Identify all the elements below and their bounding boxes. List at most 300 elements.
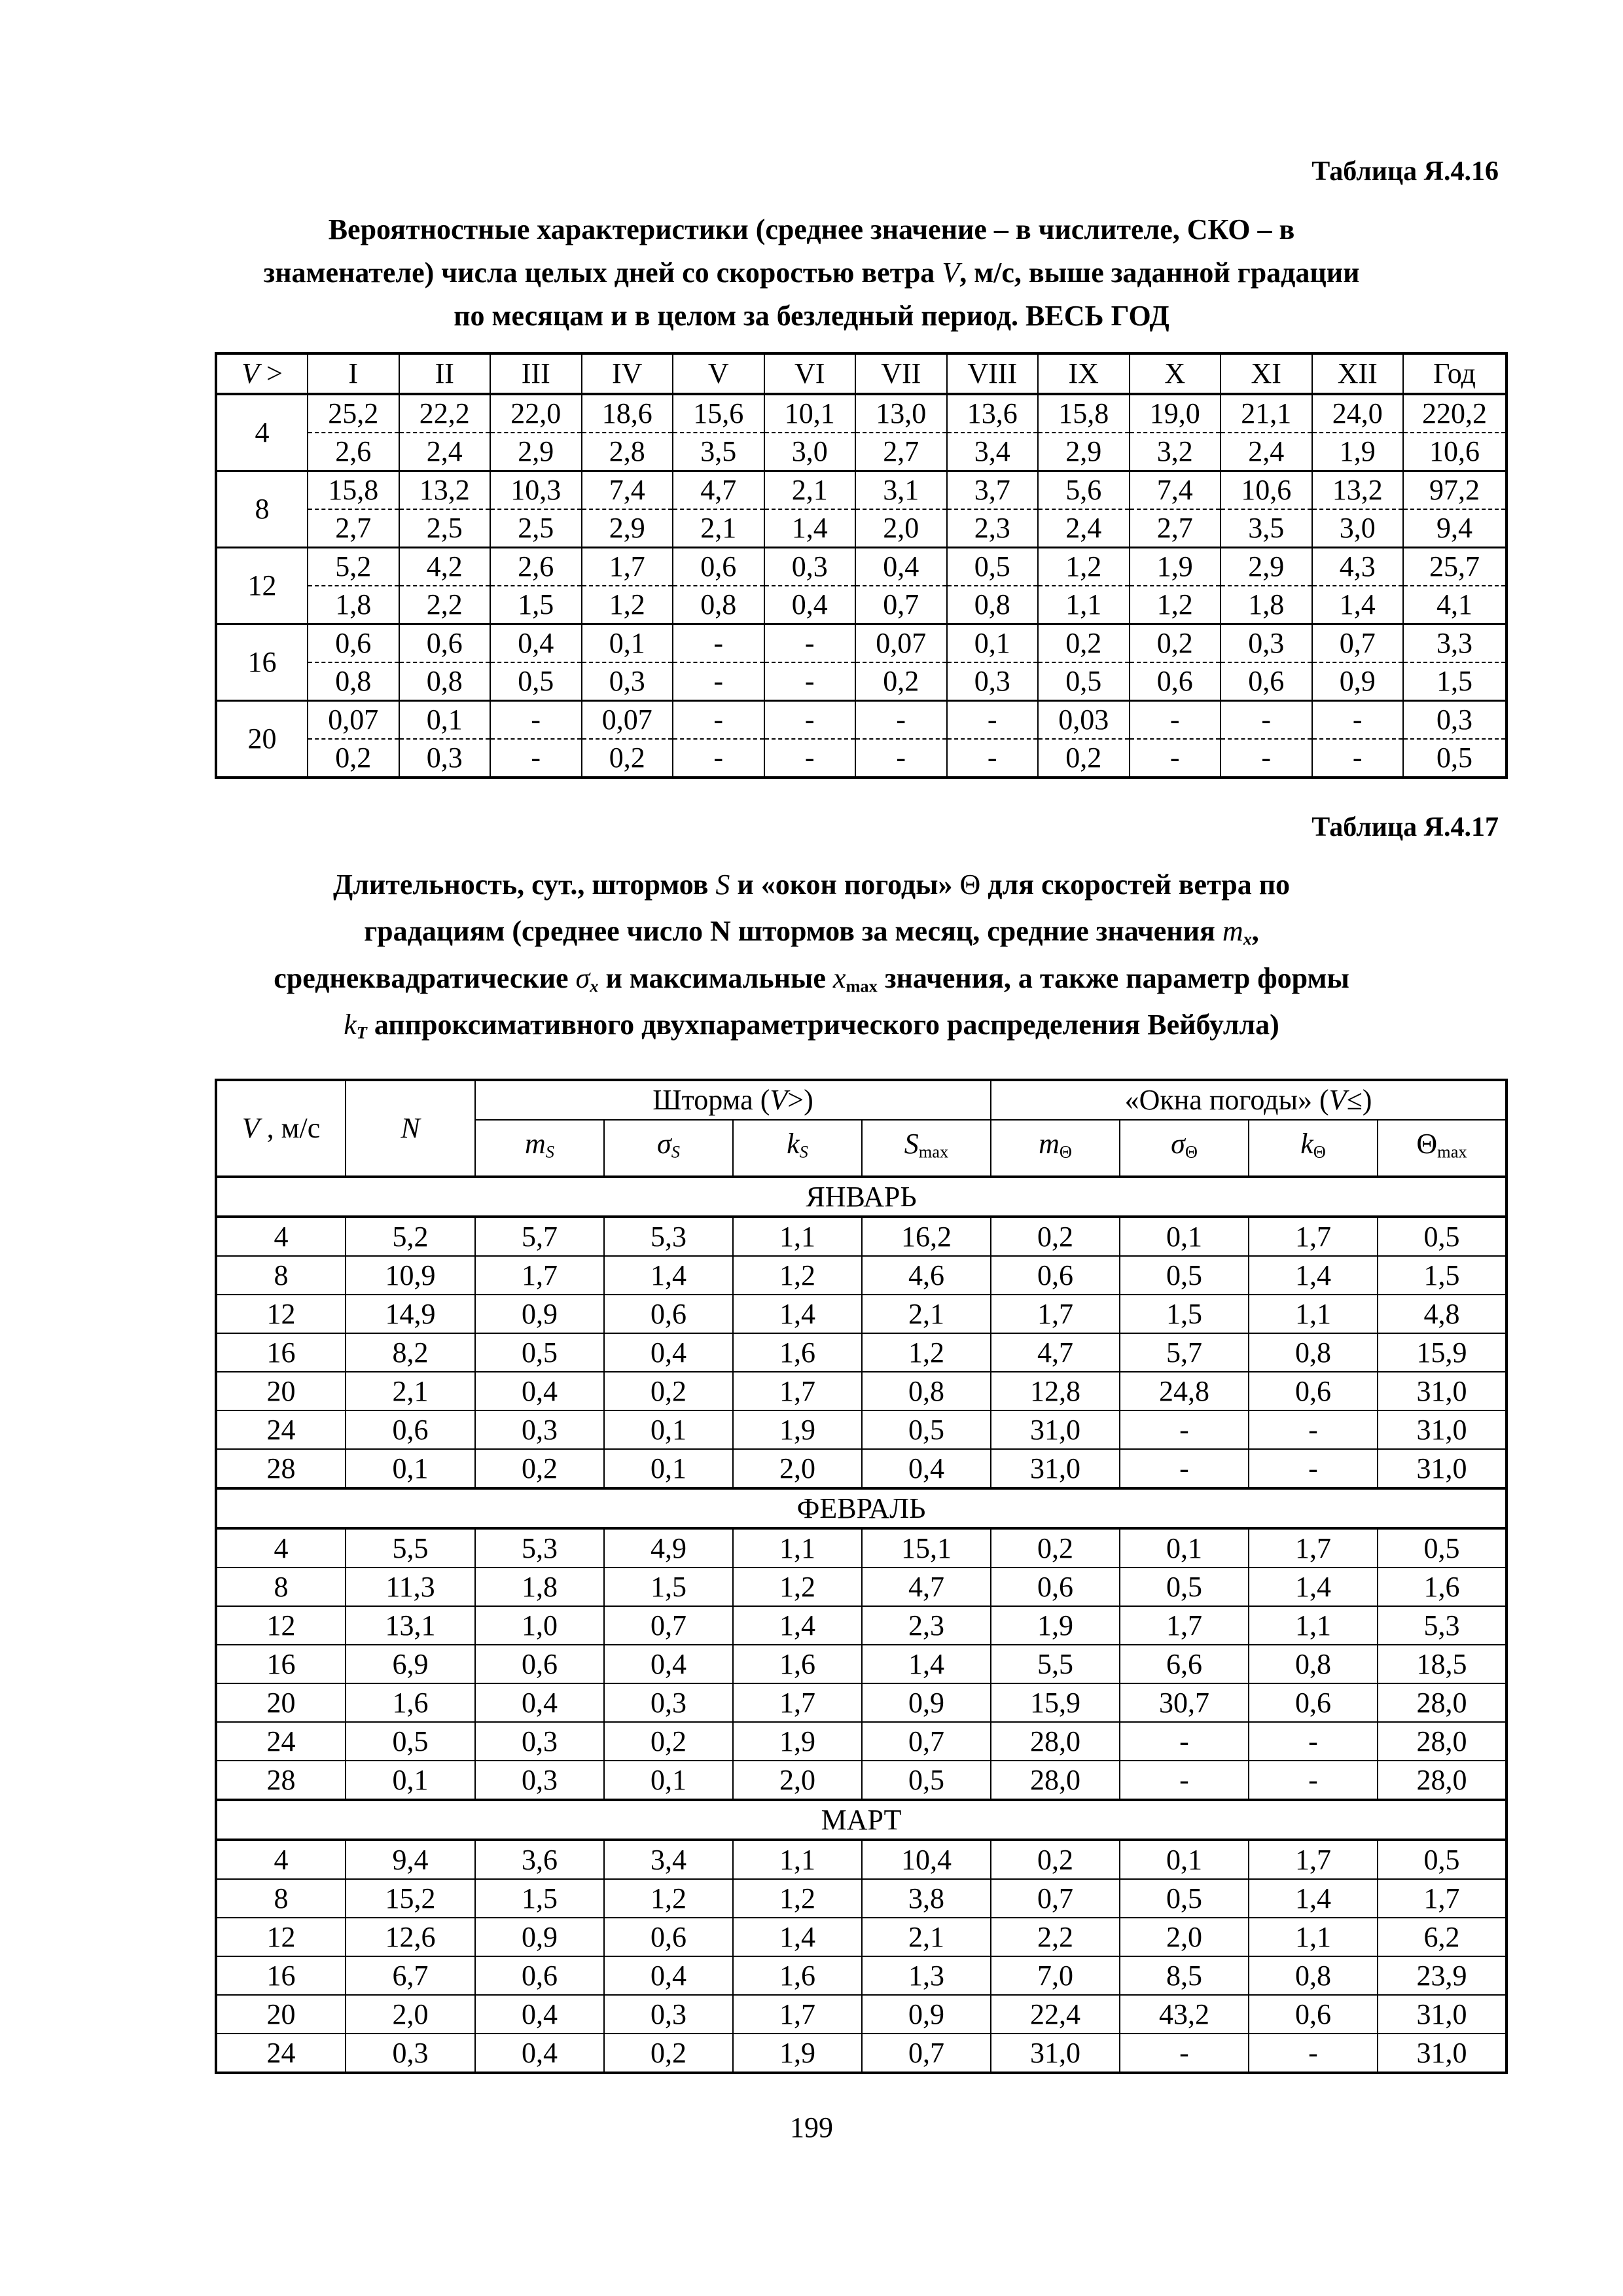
sd-cell: 0,9 (1312, 662, 1404, 701)
subscript-x: x (1243, 929, 1252, 949)
header-col: X (1130, 353, 1221, 394)
subscript-s: S (545, 1141, 554, 1162)
table1-caption-line2 (196, 251, 1427, 295)
sd-cell: 2,0 (855, 509, 947, 548)
sd-cell: 4,1 (1403, 586, 1507, 624)
symbol-k: k (344, 1008, 357, 1041)
sd-cell: 1,4 (1312, 586, 1404, 624)
table-cell: 0,1 (346, 1449, 475, 1488)
symbol-v: V (1329, 1084, 1347, 1116)
mean-cell: 2,9 (1221, 548, 1312, 586)
subscript-theta: Θ (1059, 1141, 1072, 1162)
table-row (216, 1840, 1507, 1879)
subscript-theta: Θ (1185, 1141, 1198, 1162)
sd-cell: 0,5 (1403, 739, 1507, 778)
subscript-s: S (799, 1141, 808, 1162)
table-cell: 28,0 (1378, 1761, 1507, 1800)
table-cell: - (1120, 1761, 1249, 1800)
table-cell: 22,4 (991, 1995, 1120, 2034)
sd-cell: - (673, 739, 764, 778)
v-gradation: 12 (216, 548, 308, 624)
mean-cell: 13,6 (947, 394, 1039, 433)
header-text: > (259, 357, 283, 389)
sd-cell: - (490, 739, 582, 778)
sd-cell: 2,4 (1038, 509, 1130, 548)
table-row (216, 1722, 1507, 1761)
mean-cell: 2,6 (490, 548, 582, 586)
caption-text: градациям (среднее число N штормов за месяц, средние значения (364, 915, 1215, 948)
sd-cell: 3,0 (1312, 509, 1404, 548)
table-cell: 1,6 (346, 1683, 475, 1722)
table-cell: 1,7 (475, 1256, 604, 1295)
sd-cell: 1,4 (764, 509, 856, 548)
month-row (216, 1488, 1507, 1528)
mean-cell: - (1221, 701, 1312, 740)
table-cell: 0,2 (991, 1528, 1120, 1568)
sd-cell: - (673, 662, 764, 701)
table-cell: 1,4 (733, 1918, 862, 1956)
sd-cell: 2,6 (308, 433, 399, 471)
table-cell: 20 (216, 1683, 346, 1722)
table-cell: 0,5 (862, 1410, 991, 1449)
symbol-sigma: σ (1171, 1128, 1185, 1160)
header-storms (475, 1080, 991, 1120)
header-s-max (862, 1120, 991, 1177)
sd-cell: 1,5 (490, 586, 582, 624)
table-cell: 0,2 (604, 2034, 733, 2073)
table-cell: 20 (216, 1372, 346, 1410)
header-text: «Окна погоды» ( (1124, 1084, 1329, 1116)
table2-caption-line1 (196, 861, 1427, 908)
table1 (215, 352, 1508, 779)
sd-cell: 0,2 (855, 662, 947, 701)
mean-cell: 0,3 (764, 548, 856, 586)
mean-cell: 24,0 (1312, 394, 1404, 433)
table-cell: 0,3 (475, 1722, 604, 1761)
header-text: >) (787, 1084, 813, 1116)
sd-cell: 1,2 (582, 586, 673, 624)
mean-cell: - (855, 701, 947, 740)
table-row (216, 1606, 1507, 1645)
sd-cell: 0,8 (308, 662, 399, 701)
table-cell: 16 (216, 1333, 346, 1372)
table-cell: 0,2 (991, 1217, 1120, 1256)
table-cell: 2,0 (733, 1449, 862, 1488)
table-cell: 1,7 (1249, 1217, 1378, 1256)
table-cell: 0,4 (604, 1645, 733, 1683)
table-cell: 28,0 (1378, 1683, 1507, 1722)
table-cell: 1,2 (733, 1568, 862, 1606)
table-cell: 0,9 (475, 1918, 604, 1956)
symbol-m: m (525, 1128, 546, 1160)
table1-caption-line3: по месяцам и в целом за безледный период. ВЕСЬ ГОД (454, 300, 1169, 332)
table-cell: 31,0 (991, 1410, 1120, 1449)
table-row-mean (216, 548, 1507, 586)
table-row (216, 1528, 1507, 1568)
sd-cell: 0,5 (490, 662, 582, 701)
table-cell: 3,6 (475, 1840, 604, 1879)
table-cell: 1,6 (733, 1645, 862, 1683)
table-cell: 0,6 (991, 1256, 1120, 1295)
mean-cell: 0,07 (582, 701, 673, 740)
table-cell: 0,2 (991, 1840, 1120, 1879)
subscript-max: max (846, 976, 878, 996)
table-cell: 0,6 (604, 1295, 733, 1333)
table-cell: 28,0 (991, 1722, 1120, 1761)
sd-cell: 1,9 (1312, 433, 1404, 471)
caption-text: для скоростей ветра по (988, 869, 1291, 901)
table-cell: - (1120, 1410, 1249, 1449)
table-cell: 4 (216, 1840, 346, 1879)
table-cell: 1,5 (1378, 1256, 1507, 1295)
caption-text: Длительность, сут., штормов (332, 869, 709, 901)
table-cell: 1,6 (1378, 1568, 1507, 1606)
symbol-n: N (401, 1111, 420, 1144)
table-cell: 31,0 (1378, 1410, 1507, 1449)
table-row (216, 1217, 1507, 1256)
mean-cell: 2,1 (764, 471, 856, 510)
mean-cell: 7,4 (1130, 471, 1221, 510)
table-row (216, 1568, 1507, 1606)
table-cell: 5,2 (346, 1217, 475, 1256)
table-cell: 0,9 (862, 1995, 991, 2034)
table-cell: 0,4 (475, 2034, 604, 2073)
mean-cell: 13,2 (1312, 471, 1404, 510)
table-cell: 1,4 (862, 1645, 991, 1683)
caption-text: знаменателе) числа целых дней со скоростью ветра (263, 257, 935, 289)
table-cell: 0,5 (1120, 1879, 1249, 1918)
subscript-theta: Θ (1313, 1141, 1326, 1162)
sd-cell: 2,2 (399, 586, 491, 624)
header-col: I (308, 353, 399, 394)
table-cell: 2,1 (862, 1295, 991, 1333)
sd-cell: 2,5 (490, 509, 582, 548)
table-cell: - (1249, 2034, 1378, 2073)
table-cell: 0,7 (862, 1722, 991, 1761)
table-cell: 12,8 (991, 1372, 1120, 1410)
table-row-mean (216, 394, 1507, 433)
table-cell: 28 (216, 1449, 346, 1488)
caption-text: аппроксимативного двухпараметрического распределения Вейбулла) (374, 1008, 1279, 1041)
mean-cell: - (673, 624, 764, 663)
mean-cell: 0,1 (582, 624, 673, 663)
header-v (216, 353, 308, 394)
table-cell: 2,0 (346, 1995, 475, 2034)
table-cell: 8 (216, 1879, 346, 1918)
header-m-theta (991, 1120, 1120, 1177)
table-cell: - (1249, 1761, 1378, 1800)
mean-cell: 15,8 (1038, 394, 1130, 433)
mean-cell: - (764, 701, 856, 740)
table-cell: 1,5 (475, 1879, 604, 1918)
table-cell: 0,5 (1378, 1840, 1507, 1879)
month-name: МАРТ (216, 1800, 1507, 1840)
table-cell: 14,9 (346, 1295, 475, 1333)
table-cell: 5,3 (604, 1217, 733, 1256)
table-cell: 12 (216, 1918, 346, 1956)
mean-cell: 0,2 (1130, 624, 1221, 663)
mean-cell: 13,2 (399, 471, 491, 510)
mean-cell: 0,4 (490, 624, 582, 663)
sd-cell: 0,6 (1221, 662, 1312, 701)
header-col: XII (1312, 353, 1404, 394)
table-cell: 0,5 (1378, 1217, 1507, 1256)
sd-cell: 0,8 (673, 586, 764, 624)
table-cell: 8 (216, 1256, 346, 1295)
table-cell: 1,9 (733, 2034, 862, 2073)
table-cell: 0,5 (862, 1761, 991, 1800)
mean-cell: 22,0 (490, 394, 582, 433)
mean-cell: 0,07 (308, 701, 399, 740)
v-gradation: 4 (216, 394, 308, 471)
table1-header-row (216, 353, 1507, 394)
mean-cell: 5,6 (1038, 471, 1130, 510)
mean-cell: - (764, 624, 856, 663)
table-cell: 15,2 (346, 1879, 475, 1918)
mean-cell: 1,2 (1038, 548, 1130, 586)
sd-cell: 1,8 (1221, 586, 1312, 624)
caption-text: и максимальные (605, 961, 826, 994)
table2-header-row1 (216, 1080, 1507, 1120)
mean-cell: 1,9 (1130, 548, 1221, 586)
mean-cell: 25,7 (1403, 548, 1507, 586)
mean-cell: 0,5 (947, 548, 1039, 586)
table-cell: 1,4 (1249, 1568, 1378, 1606)
table-cell: 1,4 (733, 1295, 862, 1333)
table-cell: 1,7 (1120, 1606, 1249, 1645)
sd-cell: 0,8 (399, 662, 491, 701)
table-cell: 5,7 (1120, 1333, 1249, 1372)
table-cell: 1,9 (991, 1606, 1120, 1645)
table-cell: 1,7 (733, 1995, 862, 2034)
header-col: V (673, 353, 764, 394)
sd-cell: 1,8 (308, 586, 399, 624)
table-cell: 1,9 (733, 1722, 862, 1761)
table2 (215, 1079, 1508, 2074)
mean-cell: 15,6 (673, 394, 764, 433)
table-cell: 16,2 (862, 1217, 991, 1256)
table2-caption-line3 (196, 955, 1427, 1001)
table-cell: 0,4 (862, 1449, 991, 1488)
header-n (346, 1080, 475, 1177)
header-col: VI (764, 353, 856, 394)
table-row (216, 1879, 1507, 1918)
table-cell: 4,6 (862, 1256, 991, 1295)
table-cell: 12,6 (346, 1918, 475, 1956)
table-row (216, 1995, 1507, 2034)
table-cell: 0,3 (475, 1410, 604, 1449)
mean-cell: 7,4 (582, 471, 673, 510)
mean-cell: 0,3 (1403, 701, 1507, 740)
mean-cell: 4,2 (399, 548, 491, 586)
table-cell: 1,6 (733, 1333, 862, 1372)
table-cell: 30,7 (1120, 1683, 1249, 1722)
table-cell: 0,5 (1120, 1568, 1249, 1606)
mean-cell: - (1312, 701, 1404, 740)
table2-caption (196, 861, 1427, 1048)
table-cell: 5,3 (1378, 1606, 1507, 1645)
sd-cell: 1,2 (1130, 586, 1221, 624)
symbol-s: S (715, 869, 730, 901)
table-cell: 1,2 (733, 1256, 862, 1295)
mean-cell: 1,7 (582, 548, 673, 586)
table-cell: 0,4 (475, 1683, 604, 1722)
table-row (216, 1449, 1507, 1488)
table-cell: 1,7 (733, 1683, 862, 1722)
sd-cell: 0,2 (308, 739, 399, 778)
table-cell: - (1249, 1722, 1378, 1761)
table-cell: 0,8 (1249, 1333, 1378, 1372)
mean-cell: 0,6 (399, 624, 491, 663)
sd-cell: 0,3 (947, 662, 1039, 701)
table-cell: 1,1 (1249, 1606, 1378, 1645)
caption-text: , м/с, выше заданной градации (959, 257, 1360, 289)
table-row-sd (216, 586, 1507, 624)
mean-cell: - (947, 701, 1039, 740)
sd-cell: 2,9 (1038, 433, 1130, 471)
table-cell: 1,9 (733, 1410, 862, 1449)
table1-caption-line1: Вероятностные характеристики (среднее значение – в числителе, СКО – в (328, 213, 1295, 245)
sd-cell: 1,1 (1038, 586, 1130, 624)
table-cell: 1,5 (604, 1568, 733, 1606)
header-sigma-s (604, 1120, 733, 1177)
sd-cell: 2,7 (308, 509, 399, 548)
header-k-theta (1249, 1120, 1378, 1177)
mean-cell: 0,03 (1038, 701, 1130, 740)
table-cell: 6,7 (346, 1956, 475, 1995)
sd-cell: 0,3 (582, 662, 673, 701)
table-cell: 1,1 (1249, 1295, 1378, 1333)
table-cell: 0,3 (604, 1995, 733, 2034)
table-row-sd (216, 739, 1507, 778)
table-cell: 31,0 (1378, 1372, 1507, 1410)
table-cell: 0,7 (862, 2034, 991, 2073)
header-col: IV (582, 353, 673, 394)
table-cell: 0,2 (604, 1722, 733, 1761)
table-cell: 12 (216, 1295, 346, 1333)
table-row (216, 1295, 1507, 1333)
table-cell: 4 (216, 1217, 346, 1256)
table-cell: 18,5 (1378, 1645, 1507, 1683)
table-cell: 1,0 (475, 1606, 604, 1645)
header-k-s (733, 1120, 862, 1177)
sd-cell: 2,7 (855, 433, 947, 471)
table-cell: 31,0 (1378, 1449, 1507, 1488)
mean-cell: - (1130, 701, 1221, 740)
table-cell: 2,0 (733, 1761, 862, 1800)
month-name: ЯНВАРЬ (216, 1177, 1507, 1217)
table-cell: 1,4 (604, 1256, 733, 1295)
mean-cell: 0,7 (1312, 624, 1404, 663)
table-cell: 24,8 (1120, 1372, 1249, 1410)
table-cell: 1,7 (991, 1295, 1120, 1333)
header-v (216, 1080, 346, 1177)
table-cell: 28,0 (991, 1761, 1120, 1800)
caption-text: среднеквадратические (274, 961, 569, 994)
symbol-sigma: σ (657, 1128, 671, 1160)
mean-cell: 0,6 (673, 548, 764, 586)
mean-cell: 0,07 (855, 624, 947, 663)
table-cell: 1,7 (1378, 1879, 1507, 1918)
subscript-t: T (356, 1022, 367, 1043)
table-cell: 4 (216, 1528, 346, 1568)
symbol-k: k (1300, 1128, 1313, 1160)
table-cell: - (1120, 2034, 1249, 2073)
mean-cell: - (673, 701, 764, 740)
table-cell: 4,9 (604, 1528, 733, 1568)
caption-text: и «окон погоды» (737, 869, 953, 901)
sd-cell: 3,5 (673, 433, 764, 471)
mean-cell: 18,6 (582, 394, 673, 433)
table1-caption (196, 208, 1427, 338)
table-cell: 0,1 (346, 1761, 475, 1800)
sd-cell: 0,2 (582, 739, 673, 778)
table-cell: 8,5 (1120, 1956, 1249, 1995)
table-cell: 0,5 (1378, 1528, 1507, 1568)
mean-cell: 15,8 (308, 471, 399, 510)
header-text: Шторма ( (652, 1084, 770, 1116)
sd-cell: - (1130, 739, 1221, 778)
table-row-sd (216, 509, 1507, 548)
symbol-v: V (942, 257, 960, 289)
table-cell: 0,5 (1120, 1256, 1249, 1295)
table-row (216, 1645, 1507, 1683)
table-cell: 2,3 (862, 1606, 991, 1645)
mean-cell: 0,2 (1038, 624, 1130, 663)
table-cell: 13,1 (346, 1606, 475, 1645)
table-cell: 2,1 (862, 1918, 991, 1956)
sd-cell: 0,6 (1130, 662, 1221, 701)
mean-cell: 220,2 (1403, 394, 1507, 433)
table-cell: 31,0 (991, 2034, 1120, 2073)
table-cell: 1,8 (475, 1568, 604, 1606)
sd-cell: - (855, 739, 947, 778)
sd-cell: - (947, 739, 1039, 778)
table-row-mean (216, 624, 1507, 663)
sd-cell: 2,1 (673, 509, 764, 548)
sd-cell: - (1312, 739, 1404, 778)
table-cell: 0,4 (604, 1956, 733, 1995)
caption-text: , (1251, 915, 1259, 948)
table-cell: 23,9 (1378, 1956, 1507, 1995)
subscript-max: max (1437, 1141, 1467, 1162)
sd-cell: 10,6 (1403, 433, 1507, 471)
table-cell: 7,0 (991, 1956, 1120, 1995)
symbol-x: x (832, 961, 846, 994)
table-cell: 0,1 (604, 1410, 733, 1449)
sd-cell: 3,4 (947, 433, 1039, 471)
mean-cell: 3,7 (947, 471, 1039, 510)
table2-caption-line4 (196, 1001, 1427, 1048)
table-cell: 0,4 (604, 1333, 733, 1372)
sd-cell: 2,4 (1221, 433, 1312, 471)
subscript-s: S (671, 1141, 680, 1162)
table-row (216, 1918, 1507, 1956)
header-text: ≤) (1346, 1084, 1372, 1116)
table-cell: 3,8 (862, 1879, 991, 1918)
page-number: 199 (790, 2111, 833, 2144)
symbol-v: V (770, 1084, 788, 1116)
header-col: XI (1221, 353, 1312, 394)
mean-cell: 0,6 (308, 624, 399, 663)
table-cell: 0,3 (346, 2034, 475, 2073)
table-cell: 1,4 (1249, 1256, 1378, 1295)
table-row (216, 1683, 1507, 1722)
table-cell: 24 (216, 2034, 346, 2073)
table-cell: 10,9 (346, 1256, 475, 1295)
table-cell: 0,3 (475, 1761, 604, 1800)
table-cell: 5,5 (991, 1645, 1120, 1683)
